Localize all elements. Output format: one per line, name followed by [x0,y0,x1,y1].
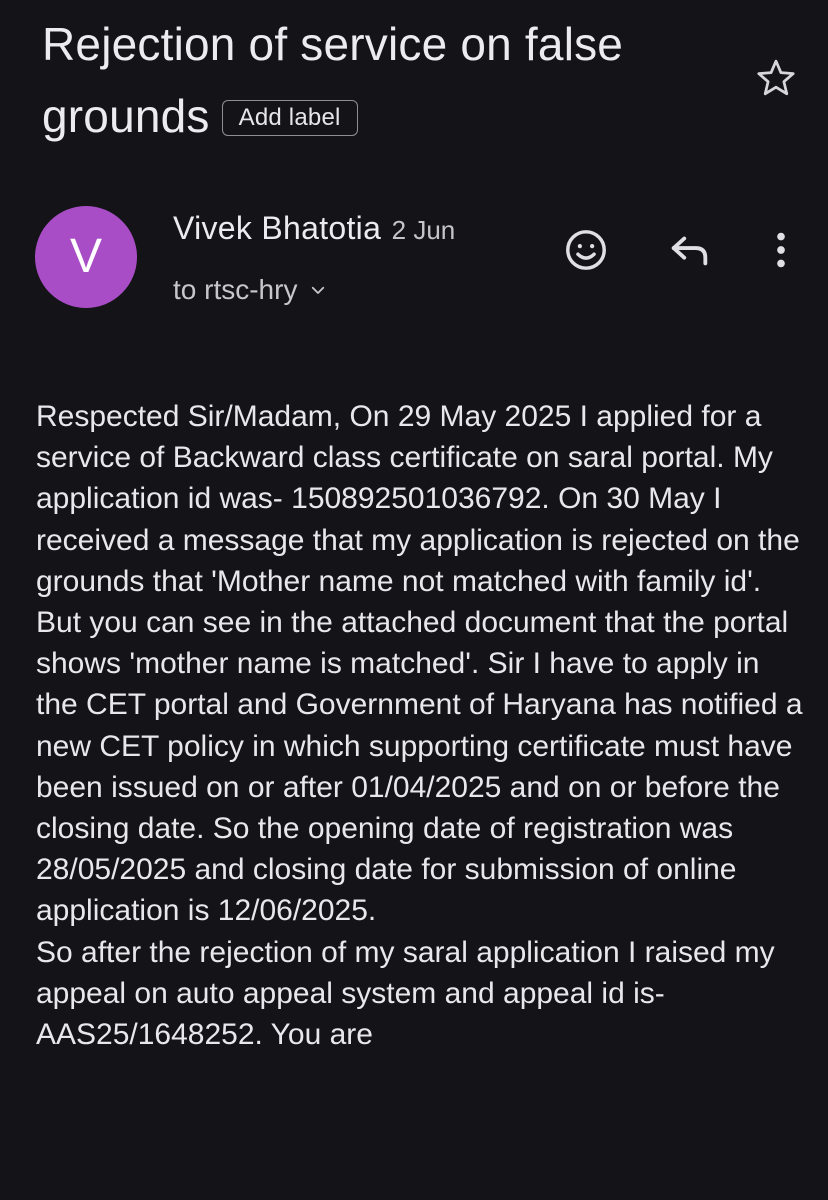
sender-name[interactable]: Vivek Bhatotia [173,210,382,246]
avatar[interactable]: V [35,206,137,308]
more-options-button[interactable] [757,226,805,274]
email-subject [42,8,742,152]
star-icon[interactable] [754,56,798,100]
recipient-details-toggle[interactable] [173,274,327,306]
subject-line-2: grounds [42,90,210,142]
email-body [36,396,806,1055]
body-paragraph-2: So after the rejection of my saral application I raised my appeal on auto appeal system and appeal id is- AAS25/1648252. You are [36,935,775,1052]
add-label-button[interactable]: Add label [222,100,358,136]
sender-line [173,210,455,247]
recipient-text: to rtsc-hry [173,274,298,305]
reply-button[interactable] [666,226,714,274]
reply-icon [667,227,713,273]
subject-line-1: Rejection of service on false [42,18,624,70]
message-date: 2 Jun [391,215,456,245]
body-paragraph-1: Respected Sir/Madam, On 29 May 2025 I applied for a service of Backward class certificate on saral portal. My application id was- 150892501036792. On 30 May I received a message that my application is rejected on the grounds that 'Mother name not matched with family id'. But you can see in the attached document that the portal shows 'mother name is matched'. Sir I have to apply in the CET portal and Government of Haryana has notified a new CET policy in which supporting certificate must have been issued on or after 01/04/2025 and on or before the closing date. So the opening date of registration was 28/05/2025 and closing date for submission of online application is 12/06/2025. [36,400,803,928]
more-vert-icon [758,227,804,273]
chevron-down-icon [309,281,327,299]
emoji-reaction-button[interactable] [562,226,610,274]
emoji-reaction-icon [563,227,609,273]
